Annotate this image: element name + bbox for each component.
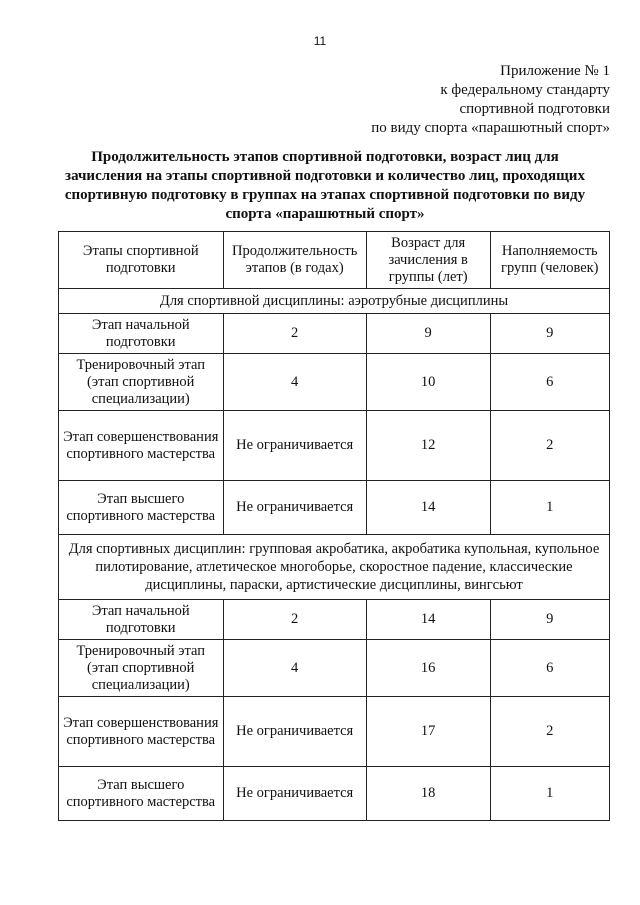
age-cell: 12	[366, 411, 490, 481]
table-header-row	[59, 232, 610, 289]
size-cell: 2	[490, 697, 609, 767]
age-cell: 17	[366, 697, 490, 767]
header-age: Возраст для зачисления в группы (лет)	[366, 232, 490, 289]
section-title: Для спортивных дисциплин: групповая акробатика, акробатика купольная, купольное пилотирование, атлетическое многоборье, скоростное падение, классические дисциплины, параски, артистические дисциплины, вингсьют	[59, 535, 610, 600]
stage-cell: Тренировочный этап (этап спортивной специализации)	[59, 640, 224, 697]
duration-cell: 2	[223, 314, 366, 354]
table-row	[59, 314, 610, 354]
appendix-block	[371, 62, 610, 138]
duration-cell: Не ограничивается	[223, 697, 366, 767]
duration-cell: 4	[223, 640, 366, 697]
table-row	[59, 600, 610, 640]
age-cell: 14	[366, 600, 490, 640]
duration-cell: 4	[223, 354, 366, 411]
stage-cell: Тренировочный этап (этап спортивной специализации)	[59, 354, 224, 411]
section-row	[59, 289, 610, 314]
appendix-line: спортивной подготовки	[459, 101, 610, 117]
table-row	[59, 411, 610, 481]
table-row	[59, 640, 610, 697]
section-title: Для спортивной дисциплины: аэротрубные дисциплины	[59, 289, 610, 314]
section-row	[59, 535, 610, 600]
header-duration: Продолжительность этапов (в годах)	[223, 232, 366, 289]
size-cell: 9	[490, 600, 609, 640]
size-cell: 6	[490, 354, 609, 411]
table-row	[59, 697, 610, 767]
header-stage: Этапы спортивной подготовки	[59, 232, 224, 289]
stage-cell: Этап совершенствования спортивного мастерства	[59, 411, 224, 481]
age-cell: 14	[366, 481, 490, 535]
duration-cell: Не ограничивается	[223, 767, 366, 821]
size-cell: 1	[490, 767, 609, 821]
stages-table	[58, 231, 610, 821]
age-cell: 18	[366, 767, 490, 821]
stage-cell: Этап совершенствования спортивного мастерства	[59, 697, 224, 767]
age-cell: 9	[366, 314, 490, 354]
table-row	[59, 767, 610, 821]
size-cell: 2	[490, 411, 609, 481]
appendix-line: Приложение № 1	[500, 63, 610, 79]
appendix-line: к федеральному стандарту	[440, 82, 610, 98]
table-row	[59, 481, 610, 535]
size-cell: 1	[490, 481, 609, 535]
stage-cell: Этап начальной подготовки	[59, 600, 224, 640]
duration-cell: Не ограничивается	[223, 411, 366, 481]
document-title: Продолжительность этапов спортивной подготовки, возраст лиц для зачисления на этапы спортивной подготовки и количество лиц, проходящих спортивную подготовку в группах на этапах спортивной подготовки по виду спорта «парашютный спорт»	[64, 149, 586, 222]
stage-cell: Этап начальной подготовки	[59, 314, 224, 354]
header-group-size: Наполняемость групп (человек)	[490, 232, 609, 289]
page-number: 11	[313, 34, 327, 48]
stage-cell: Этап высшего спортивного мастерства	[59, 767, 224, 821]
appendix-line: по виду спорта «парашютный спорт»	[371, 120, 610, 136]
table-row	[59, 354, 610, 411]
size-cell: 9	[490, 314, 609, 354]
duration-cell: 2	[223, 600, 366, 640]
stage-cell: Этап высшего спортивного мастерства	[59, 481, 224, 535]
age-cell: 16	[366, 640, 490, 697]
age-cell: 10	[366, 354, 490, 411]
size-cell: 6	[490, 640, 609, 697]
duration-cell: Не ограничивается	[223, 481, 366, 535]
